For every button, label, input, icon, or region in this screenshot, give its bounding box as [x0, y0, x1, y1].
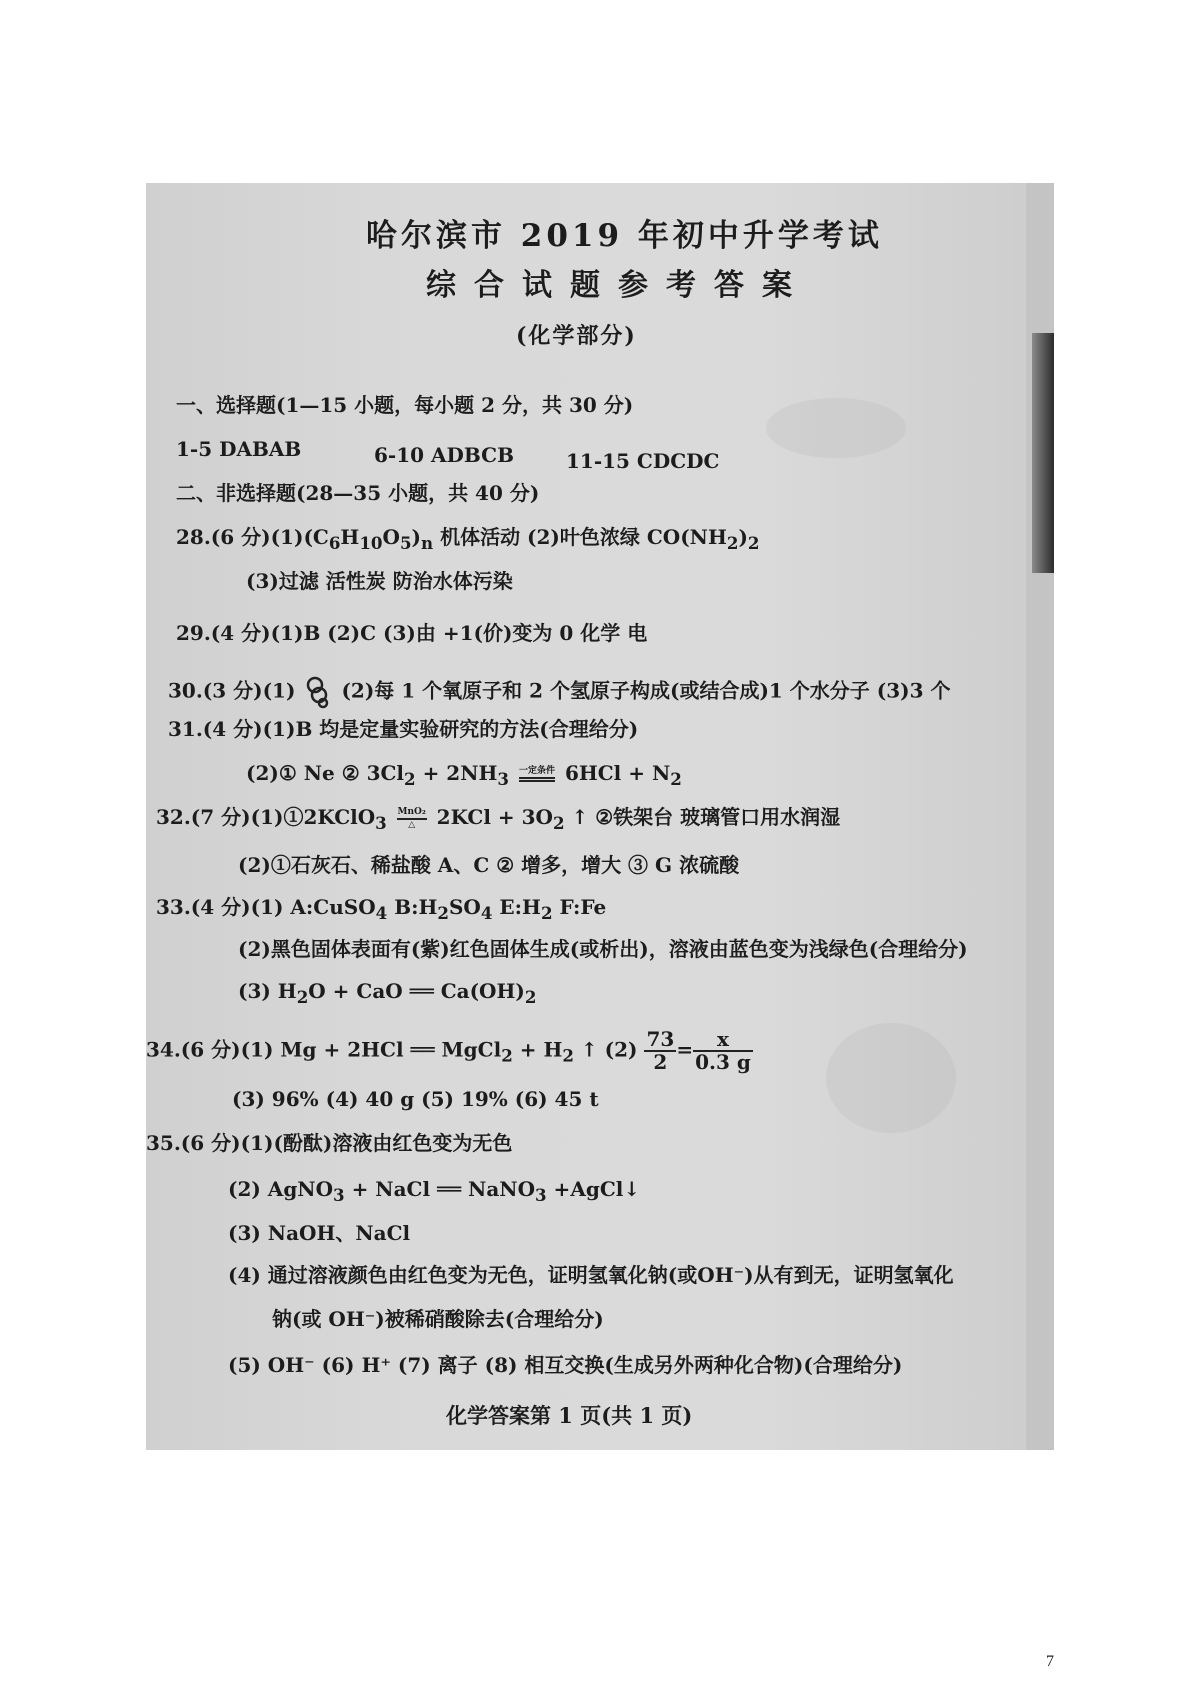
- q29-line: 29.(4 分)(1)B (2)C (3)由 +1(价)变为 0 化学 电: [176, 621, 648, 645]
- answer-sheet-photo: [146, 183, 1054, 1450]
- page-number: 7: [1046, 1653, 1054, 1670]
- q31-line1: 31.(4 分)(1)B 均是定量实验研究的方法(合理给分): [168, 717, 639, 741]
- choice-answers-6-10: 6-10 ADBCB: [374, 443, 514, 467]
- q34-line2: (3) 96% (4) 40 g (5) 19% (6) 45 t: [232, 1087, 599, 1111]
- choice-answers-1-5: 1-5 DABAB: [176, 437, 302, 461]
- subject-part: (化学部分): [516, 323, 637, 349]
- q33-line3: (3) $H_2O$ + CaO ══ $Ca(OH)_2$: [238, 979, 537, 1007]
- exam-title: 哈尔滨市 2019 年初中升学考试: [366, 218, 883, 254]
- q35-line3: (3) NaOH、NaCl: [228, 1221, 411, 1245]
- ratio-fraction: $\frac{73}{2}$: [646, 1027, 675, 1074]
- q31-line2: (2)① Ne ② $3Cl_2 + 2NH_3$ 一定条件 $6HCl + N_2$: [246, 761, 682, 789]
- reaction-condition-arrow: 一定条件: [516, 767, 558, 783]
- q30-line: 30.(3 分)(1) (2)每 1 个氧原子和 2 个氢原子构成(或结合成)1 个水分子 (3)3 个: [168, 675, 950, 709]
- bleed-through-mark: [766, 398, 906, 458]
- page-footer: 化学答案第 1 页(共 1 页): [446, 1403, 693, 1428]
- q35-line2: (2) AgNO$_3$ + NaCl ══ NaNO$_3$ +AgCl↓: [228, 1177, 641, 1205]
- q32-line1: 32.(7 分)(1)①2KClO$_3$ MnO₂ △ $2KCl + 3O_2$ ↑ ②铁架台 玻璃管口用水润湿: [156, 805, 841, 833]
- q35-line4: (4) 通过溶液颜色由红色变为无色，证明氢氧化钠(或OH⁻)从有到无，证明氢氧化: [228, 1263, 954, 1287]
- water-molecule-model-icon: [303, 675, 333, 709]
- section-choice-heading: 一、选择题(1—15 小题，每小题 2 分，共 30 分): [176, 393, 634, 417]
- q33-line1: 33.(4 分)(1) A:CuSO$_4$ $B:H_2SO_4$ $E:H_2$ F:Fe: [156, 895, 607, 923]
- bleed-through-mark: [826, 1023, 956, 1133]
- q35-line6: (5) OH⁻ (6) H⁺ (7) 离子 (8) 相互交换(生成另外两种化合物)(合理给分): [228, 1353, 903, 1377]
- q28-line1: 28.(6 分)$(1)(C_6H_{10}O_5)_n$ 机体活动 (2)叶色浓绿 $CO(NH_2)_2$: [176, 525, 760, 553]
- reaction-condition-arrow: MnO₂ △: [397, 806, 426, 830]
- unknown-fraction: $\frac{x}{0.3 g}$: [695, 1027, 751, 1074]
- exam-subtitle: 综合试题参考答案: [426, 268, 810, 303]
- q34-line1: 34.(6 分)(1) Mg + 2HCl ══ MgCl$_2$ + $H_2$ ↑ (2) $\frac{73}{2}$ = $\frac{x}{0.3 g}$: [146, 1027, 751, 1074]
- q32-line2: (2)①石灰石、稀盐酸 A、C ② 增多，增大 ③ G 浓硫酸: [238, 853, 740, 877]
- section-nonchoice-heading: 二、非选择题(28—35 小题，共 40 分): [176, 481, 540, 505]
- q35-line1: 35.(6 分)(1)(酚酞)溶液由红色变为无色: [146, 1131, 513, 1155]
- choice-answers-11-15: 11-15 CDCDC: [566, 449, 720, 473]
- q33-line2: (2)黑色固体表面有(紫)红色固体生成(或析出)，溶液由蓝色变为浅绿色(合理给分): [238, 937, 968, 961]
- photo-shadow-edge: [1032, 333, 1054, 573]
- q28-line2: (3)过滤 活性炭 防治水体污染: [246, 569, 513, 593]
- q35-line5: 钠(或 OH⁻)被稀硝酸除去(合理给分): [272, 1307, 604, 1331]
